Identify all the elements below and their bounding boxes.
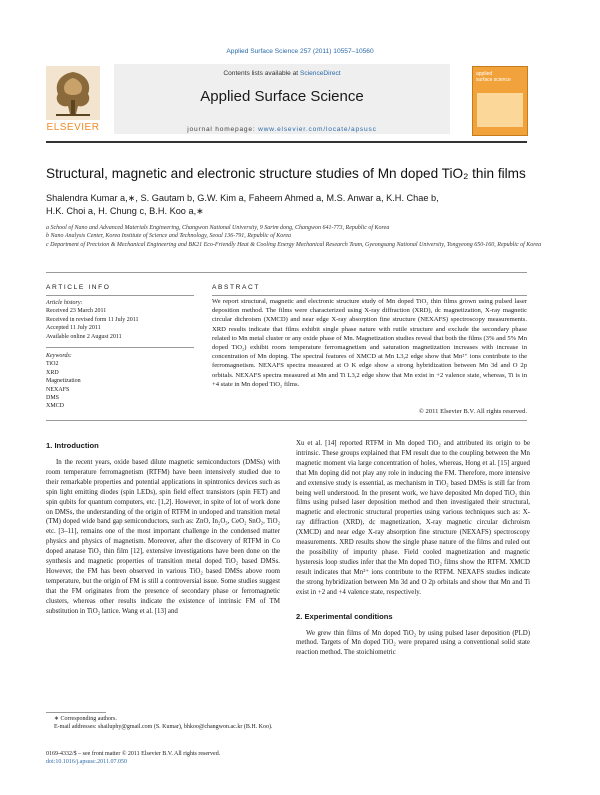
doi-link[interactable]: doi:10.1016/j.apsusc.2011.07.050 <box>46 759 127 766</box>
keywords-rule <box>46 347 194 348</box>
publisher-name: ELSEVIER <box>46 122 100 133</box>
introduction-paragraph: In the recent years, oxide based dilute magnetic semiconductors (DMSs) with room temperature ferromagnetism (RTFM) have been intensively studied due to their remarkable properties and potential applications in spintronics devices such as spin light emitting diodes (spin LEDs), spin field effect transistors (spin FET) and spin qubits for quantum computers, etc. [1,2]. However, in spite of lot of work done on DMSs, the understanding of the origin of RTFM in undoped and transition metal (TM) doped wide band gap semiconductors, such as: ZnO, In₂O₃, CeO₂ SnO₂, TiO₂ etc. [3–11], remains one of the most important challenge in the condensed matter physics and physics of magnetism. Moreover, after the discovery of RTFM in Co doped anatase TiO₂ thin film [12], extensive investigations have been done on the synthesis and magnetic properties of transition metal doped TiO₂ based DMSs. However, the FM has been observed in various TiO₂ based DMSs above room temperature, but the origin of FM is still a controversial issue. Some studies suggest that the FM originates from the presence of secondary phase or ferromagnetic clusters, whereas other results indicate the existence of intrinsic FM of TM substitution in TiO₂ lattice. Wang et al. [13] and <box>46 459 280 615</box>
article-info-rule <box>46 295 194 296</box>
article-title: Structural, magnetic and electronic structure studies of Mn doped TiO₂ thin films <box>46 166 526 181</box>
keyword-item: XRD <box>46 369 59 376</box>
article-history <box>46 299 196 341</box>
footnotes <box>46 715 280 732</box>
history-heading: Article history: <box>46 300 83 306</box>
keyword-item: Magnetization <box>46 378 81 385</box>
cover-line-2: surface science <box>476 77 511 83</box>
abstract-rule <box>212 295 527 296</box>
journal-reference[interactable]: Applied Surface Science 257 (2011) 10557–10560 <box>226 48 374 55</box>
front-matter <box>46 750 346 767</box>
issn-line: 0169-4332/$ – see front matter © 2011 Elsevier B.V. All rights reserved. <box>46 751 221 757</box>
journal-name: Applied Surface Science <box>200 88 364 105</box>
abstract-text: We report structural, magnetic and electronic structure study of Mn doped TiO₂ thin films grown using pulsed laser deposition method. The films were characterized using X-ray diffraction (XRD), dc magnetization, X-ray magnetic circular dichroism (XMCD) and near edge X-ray absorption fine structure (NEXAFS) spectroscopy measurements. XRD results indicate that films exhibit single phase nature with rutile structure and exclude the secondary phase related to Mn metal cluster or any oxide phase of Mn. Magnetization studies reveal that both the films (3% and 5% Mn doped TiO₂) exhibit room temperature ferromagnetism and saturation magnetization increases with increase in concentration of Mn doping. The spectral features of XMCD at Mn L3,2 edge show that Mn²⁺ ions contribute to the ferromagnetism. NEXAFS spectra measured at O K edge show a strong hybridization between Mn 3d and O 2p orbitals. NEXAFS spectra measured at Mn and Ti L3,2 edge show that Mn exist in +2 valence state, whereas, Ti is in +4 state in Mn doped TiO₂ films. <box>212 298 527 388</box>
keywords-heading: Keywords: <box>46 353 72 359</box>
footnote-corresponding: ∗ Corresponding authors. <box>54 716 117 722</box>
abstract-bottom-rule <box>46 420 527 421</box>
introduction-heading: 1. Introduction <box>46 441 99 450</box>
contents-prefix: Contents lists available at <box>223 70 300 77</box>
right-paragraph: Xu et al. [14] reported RTFM in Mn doped TiO₂ and attributed its origin to be intrinsic. These groups explained that FM result due to the coupling between the Mn magnetic moment via large concentration of holes, whereas, Hong et al. [15] argued that Mn doping did not play any role in inducing the FM. Therefore, more intensive and extensive study is essential, as mechanism in TiO₂ based DMSs is still far from being well understood. In the present work, we have deposited Mn doped TiO₂ thin films using pulsed laser deposition method and then investigated their structural, magnetic and electronic structural properties using various techniques such as: X-ray diffraction (XRD), dc magnetization, X-ray magnetic circular dichroism (XMCD) and near edge X-ray absorption fine structure (NEXAFS) spectroscopy measurements. XRD results show the single phase nature of the films and ruled out the possibility of impurity phase. Field cooled magnetization and magnetic hysteresis loop studies infer that the Mn doped TiO₂ films show the RTFM. XMCD result indicates that Mn²⁺ ions contribute to the RTFM. NEXAFS studies indicate the strong hybridization between Mn 3d and O 2p orbitals and show that Mn and Ti exist in +2 and +4 valence state, respectively. <box>296 440 530 596</box>
elsevier-tree-icon <box>46 66 100 120</box>
keyword-item: NEXAFS <box>46 386 70 393</box>
sciencedirect-link[interactable]: ScienceDirect <box>299 70 341 77</box>
cover-line-1: applied <box>476 71 493 77</box>
footnote-rule <box>46 712 106 713</box>
homepage-link[interactable]: www.elsevier.com/locate/apsusc <box>258 126 377 133</box>
copyright: © 2011 Elsevier B.V. All rights reserved. <box>418 408 527 415</box>
right-column <box>296 439 530 658</box>
header-rule <box>46 141 527 143</box>
keyword-item: XMCD <box>46 403 65 410</box>
contents-available <box>114 69 450 78</box>
article-info-heading: ARTICLE INFO <box>46 284 111 291</box>
keywords <box>46 352 196 411</box>
left-column <box>46 441 280 617</box>
history-accepted: Accepted 11 July 2011 <box>46 325 101 332</box>
journal-cover-thumbnail[interactable] <box>472 66 528 136</box>
affiliations <box>46 224 550 249</box>
experimental-paragraph: We grew thin films of Mn doped TiO₂ by using pulsed laser deposition (PLD) method. Targets of Mn doped TiO₂ were prepared using a conventional solid state reaction method. The stoichiometric <box>296 629 530 657</box>
authors-line-2: H.K. Choi a, H. Chung c, B.H. Koo a,∗ <box>46 206 204 216</box>
history-online: Available online 2 August 2011 <box>46 333 122 340</box>
keyword-item: TiO2 <box>46 361 59 368</box>
abstract-heading: ABSTRACT <box>212 284 260 291</box>
history-revised: Received in revised form 11 July 2011 <box>46 316 139 323</box>
authors-line-1: Shalendra Kumar a,∗, S. Gautam b, G.W. Kim a, Faheem Ahmed a, M.S. Anwar a, K.H. Chae b, <box>46 193 439 203</box>
footnote-email[interactable]: E-mail addresses: shailuphy@gmail.com (S. Kumar), bhkoo@changwon.ac.kr (B.H. Koo). <box>54 724 273 731</box>
affiliation-rule <box>46 272 527 273</box>
elsevier-logo <box>46 66 100 120</box>
history-received: Received 23 March 2011 <box>46 308 107 315</box>
homepage-prefix: journal homepage: <box>187 126 259 133</box>
affiliation-a: a School of Nano and Advanced Materials Engineering, Changwon National University, 9 Sarim dong, Changwon 641-773, Republic of Korea <box>46 225 390 231</box>
cover-graphic <box>477 93 523 127</box>
affiliation-b: b Nano Analysis Center, Korea Institute of Science and Technology, Seoul 136-791, Republic of Korea <box>46 233 292 240</box>
keyword-item: DMS <box>46 395 60 402</box>
experimental-heading: 2. Experimental conditions <box>296 611 393 621</box>
affiliation-c: c Department of Precision & Mechanical Engineering and BK21 Eco-Friendly Heat & Cooling Energy Mechanical Research Team, Gyeongsang National University, Tongyeong 650-160, Republic of Korea <box>46 241 542 248</box>
journal-homepage <box>114 125 450 134</box>
